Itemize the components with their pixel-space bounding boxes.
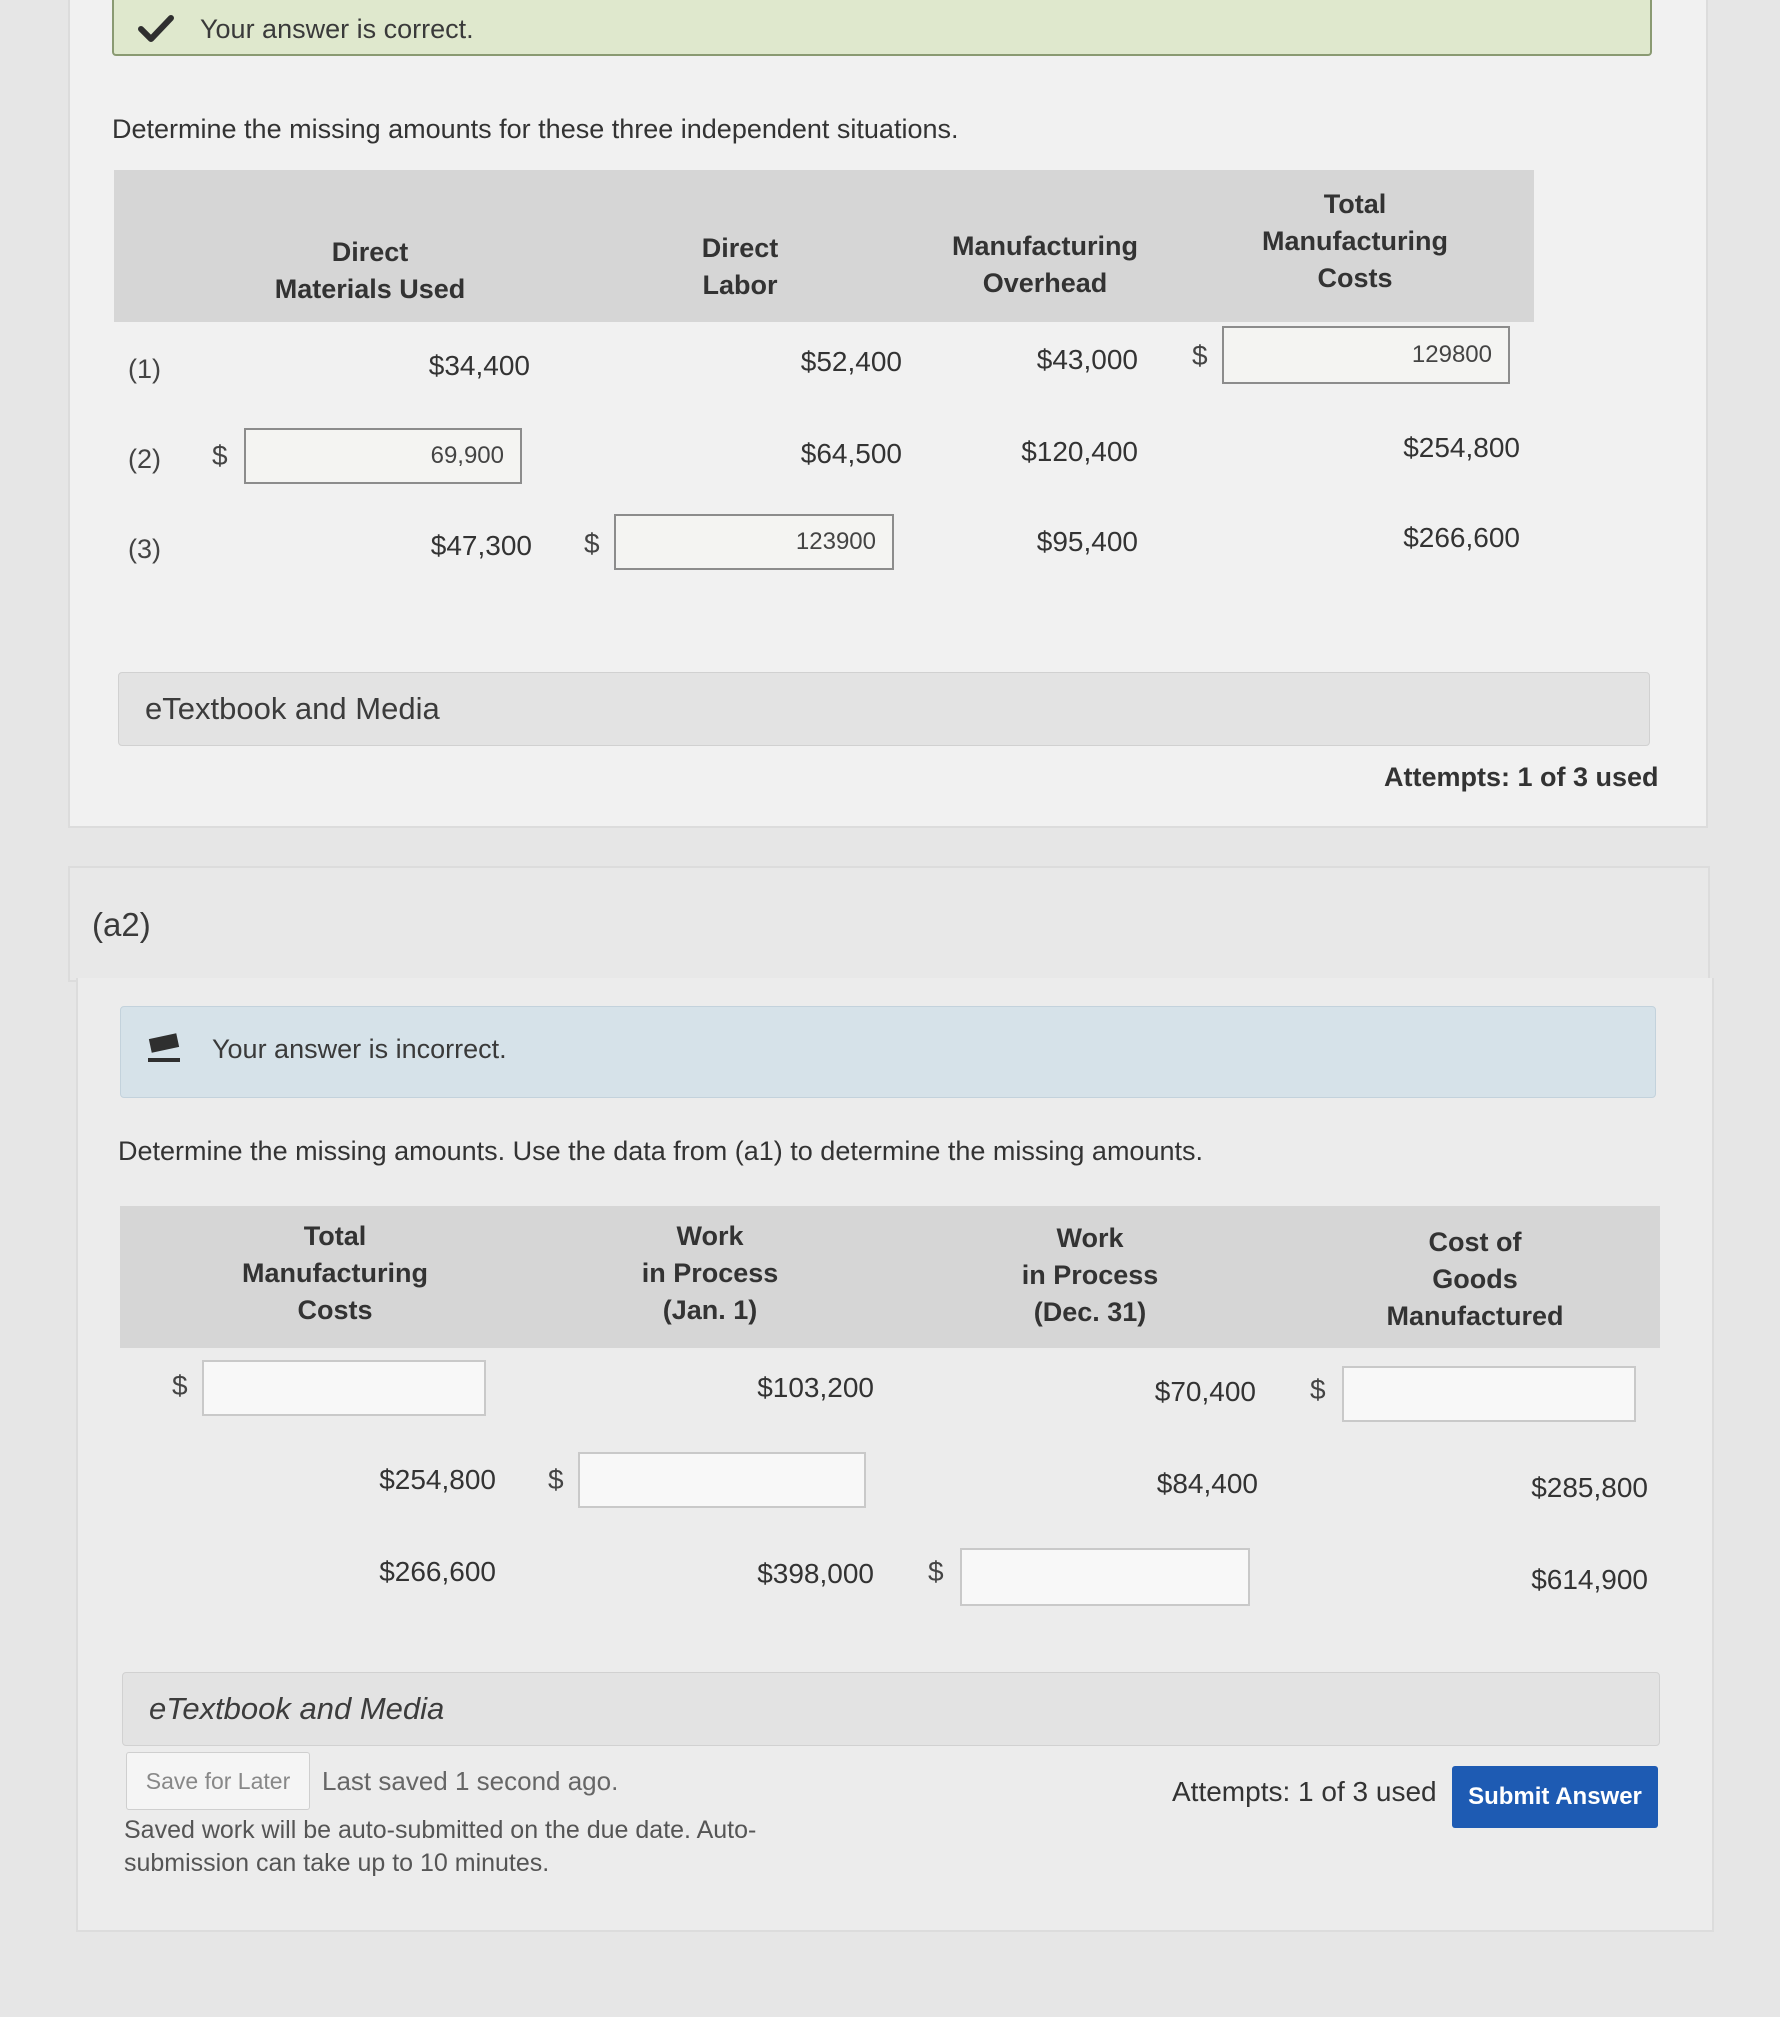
a1-header-total-mfg-costs: Total Manufacturing Costs xyxy=(1262,189,1448,293)
auto-submit-note: Saved work will be auto-submitted on the due date. Auto- submission can take up to 10 minutes. xyxy=(124,1816,757,1877)
currency-symbol: $ xyxy=(1310,1374,1326,1405)
save-for-later-button[interactable]: Save for Later xyxy=(126,1752,310,1810)
a2-cogm-value: $285,800 xyxy=(1531,1472,1648,1503)
last-saved-text: Last saved 1 second ago. xyxy=(322,1766,619,1796)
a2-header-cogm: Cost of Goods Manufactured xyxy=(1386,1227,1564,1331)
currency-symbol: $ xyxy=(548,1464,564,1495)
a1-overhead-value: $43,000 xyxy=(1036,344,1138,375)
a1-row-label: (1) xyxy=(128,354,161,384)
a2-header-wip-dec: Work in Process (Dec. 31) xyxy=(1021,1223,1159,1327)
a2-header-total-mfg-costs: Total Manufacturing Costs xyxy=(242,1221,428,1325)
a2-wip-dec-input-row3[interactable] xyxy=(960,1548,1250,1606)
submit-answer-button[interactable]: Submit Answer xyxy=(1452,1766,1658,1828)
currency-symbol: $ xyxy=(172,1370,188,1401)
a1-total-mfg-costs-value: $266,600 xyxy=(1403,522,1520,553)
a1-prompt: Determine the missing amounts for these three independent situations. xyxy=(112,114,959,144)
currency-symbol: $ xyxy=(212,440,228,471)
a1-direct-labor-input-row3[interactable] xyxy=(614,514,894,570)
a2-etextbook-media-bar[interactable]: eTextbook and Media xyxy=(122,1672,1660,1746)
a1-total-mfg-costs-value: $254,800 xyxy=(1403,432,1520,463)
a2-wip-jan-value: $398,000 xyxy=(757,1558,874,1589)
currency-symbol: $ xyxy=(1192,340,1208,371)
currency-symbol: $ xyxy=(584,528,600,559)
a1-direct-materials-value: $47,300 xyxy=(430,530,532,561)
a2-attempts: Attempts: 1 of 3 used xyxy=(1172,1776,1437,1807)
a1-header-direct-labor: Direct Labor xyxy=(701,233,779,300)
a1-direct-materials-input-row2[interactable] xyxy=(244,428,522,484)
a2-prompt: Determine the missing amounts. Use the data from (a1) to determine the missing amounts. xyxy=(118,1136,1203,1166)
section-a2-header-panel xyxy=(68,866,1710,982)
a1-direct-materials-value: $34,400 xyxy=(428,350,530,381)
a1-total-mfg-costs-input-row1[interactable] xyxy=(1222,326,1510,384)
a1-etextbook-media-bar[interactable]: eTextbook and Media xyxy=(118,672,1650,746)
a1-direct-labor-value: $52,400 xyxy=(800,346,902,377)
a1-row-label: (3) xyxy=(128,534,161,564)
a2-cogm-input-row1[interactable] xyxy=(1342,1366,1636,1422)
a2-wip-dec-value: $84,400 xyxy=(1156,1468,1258,1499)
pencil-icon xyxy=(144,1030,188,1066)
a1-header-manufacturing-overhead: Manufacturing Overhead xyxy=(952,231,1138,298)
a2-header-wip-jan: Work in Process (Jan. 1) xyxy=(641,1221,779,1325)
a1-overhead-value: $95,400 xyxy=(1036,526,1138,557)
a2-wip-jan-input-row2[interactable] xyxy=(578,1452,866,1508)
a1-direct-labor-value: $64,500 xyxy=(800,438,902,469)
a2-total-mfg-costs-input-row1[interactable] xyxy=(202,1360,486,1416)
a2-total-mfg-costs-value: $254,800 xyxy=(379,1464,496,1495)
checkmark-icon xyxy=(138,14,174,44)
a1-row-label: (2) xyxy=(128,444,161,474)
a2-cogm-value: $614,900 xyxy=(1531,1564,1648,1595)
section-a2-label: (a2) xyxy=(92,906,151,943)
currency-symbol: $ xyxy=(928,1556,944,1587)
a2-total-mfg-costs-value: $266,600 xyxy=(379,1556,496,1587)
a1-header-direct-materials: Direct Materials Used xyxy=(274,237,466,304)
a2-wip-dec-value: $70,400 xyxy=(1154,1376,1256,1407)
incorrect-banner-text: Your answer is incorrect. xyxy=(212,1034,507,1064)
a1-attempts: Attempts: 1 of 3 used xyxy=(1384,762,1659,792)
a1-overhead-value: $120,400 xyxy=(1021,436,1138,467)
correct-banner-text: Your answer is correct. xyxy=(200,14,474,44)
a2-wip-jan-value: $103,200 xyxy=(757,1372,874,1403)
